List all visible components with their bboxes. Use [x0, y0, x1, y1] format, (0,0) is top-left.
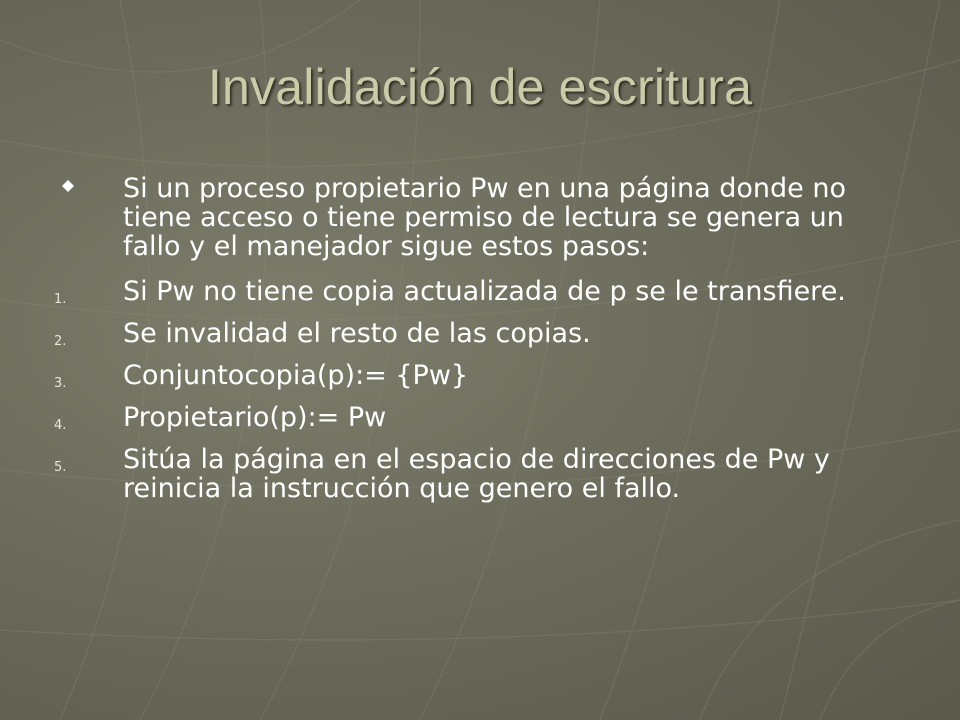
step-text: Si Pw no tiene copia actualizada de p se le transfiere.	[123, 276, 846, 307]
slide-title: Invalidación de escritura	[207, 59, 753, 115]
step-number: 2.	[54, 334, 67, 349]
intro-text: Si un proceso propietario Pw en una página donde no tiene acceso o tiene permiso de lectura se genera un fallo y el manejador sigue estos pasos:	[123, 173, 846, 262]
step-number: 4.	[54, 418, 67, 433]
step-number: 3.	[54, 376, 67, 391]
step-number: 5.	[54, 460, 67, 475]
diamond-bullet-icon	[62, 180, 74, 192]
intro-paragraph	[54, 174, 904, 261]
step-item	[54, 361, 904, 390]
step-item	[54, 319, 904, 348]
step-text: Sitúa la página en el espacio de direcciones de Pw y reinicia la instrucción que genero el fallo.	[123, 444, 830, 504]
step-item	[54, 445, 904, 503]
step-item	[54, 403, 904, 432]
step-text: Conjuntocopia(p):= {Pw}	[123, 360, 469, 391]
slide-body	[54, 174, 904, 516]
step-item	[54, 277, 904, 306]
step-text: Propietario(p):= Pw	[123, 402, 387, 433]
step-number: 1.	[54, 292, 67, 307]
step-text: Se invalidad el resto de las copias.	[123, 318, 591, 349]
